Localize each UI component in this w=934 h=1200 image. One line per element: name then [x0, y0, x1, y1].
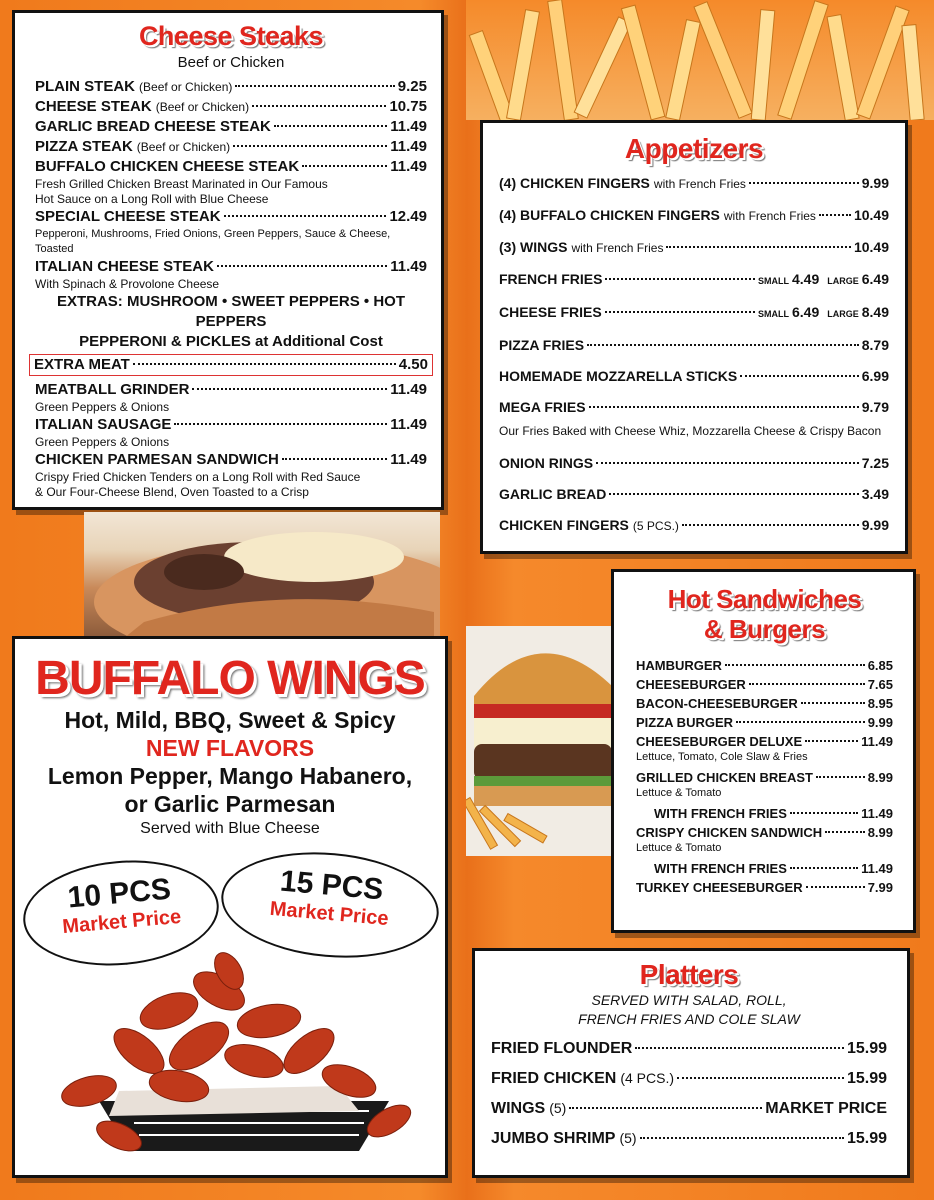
menu-item: PIZZA FRIES 8.79: [499, 337, 889, 353]
menu-item: WINGS (5) MARKET PRICE: [491, 1100, 887, 1117]
menu-item: GARLIC BREAD CHEESE STEAK 11.49: [35, 118, 427, 135]
cheese-steaks-subtitle: Beef or Chicken: [177, 54, 285, 71]
cheese-steaks-panel: [12, 10, 444, 510]
menu-item: WITH FRENCH FRIES 11.49: [654, 861, 893, 876]
item-description: With Spinach & Provolone Cheese: [35, 277, 220, 291]
extras-line: EXTRAS: MUSHROOM • SWEET PEPPERS • HOT PEPPERS: [56, 293, 406, 330]
menu-item: CHEESE FRIES SMALL 6.49 LARGE 8.49: [499, 304, 889, 320]
menu-item: WITH FRENCH FRIES 11.49: [654, 806, 893, 821]
item-description: Green Peppers & Onions: [35, 435, 170, 449]
menu-item: (4) BUFFALO CHICKEN FINGERS with French Fries 10.49: [499, 207, 889, 223]
mega-fries-description: Our Fries Baked with Cheese Whiz, Mozzarella Cheese & Crispy Bacon: [499, 424, 882, 438]
menu-item: CHEESEBURGER DELUXE 11.49: [636, 734, 893, 749]
menu-item: (4) CHICKEN FINGERS with French Fries 9.99: [499, 175, 889, 191]
platters-served-line: SERVED WITH SALAD, ROLL,: [591, 992, 787, 1008]
french-fries-photo: [466, 0, 934, 120]
item-description: Pepperoni, Mushrooms, Fried Onions, Green Peppers, Sauce & Cheese, Toasted: [35, 228, 391, 255]
wing-flavors: Hot, Mild, BBQ, Sweet & Spicy: [64, 707, 396, 733]
menu-item: JUMBO SHRIMP (5) 15.99: [491, 1130, 887, 1147]
menu-item: ONION RINGS 7.25: [499, 455, 889, 471]
menu-item: CRISPY CHICKEN SANDWICH 8.99: [636, 825, 893, 840]
item-description: Lettuce & Tomato: [636, 842, 722, 854]
menu-item: CHICKEN FINGERS (5 PCS.) 9.99: [499, 517, 889, 533]
buffalo-wings-panel: [12, 636, 448, 1178]
menu-item: MEATBALL GRINDER 11.49: [35, 381, 427, 398]
menu-item: BACON-CHEESEBURGER 8.95: [636, 696, 893, 711]
menu-item: CHICKEN PARMESAN SANDWICH 11.49: [35, 451, 427, 468]
menu-item: HAMBURGER 6.85: [636, 658, 893, 673]
menu-item: CHEESEBURGER 7.65: [636, 677, 893, 692]
wings-10pcs-badge: 10 PCS Market Price: [19, 853, 223, 974]
buffalo-wings-title: BUFFALO WINGS: [35, 652, 425, 705]
burger-photo: [466, 626, 612, 856]
menu-item: TURKEY CHEESEBURGER 7.99: [636, 880, 893, 895]
new-flavors-label: NEW FLAVORS: [145, 735, 315, 761]
menu-item: FRIED FLOUNDER 15.99: [491, 1040, 887, 1057]
item-description: Green Peppers & Onions: [35, 400, 170, 414]
menu-item: BUFFALO CHICKEN CHEESE STEAK 11.49: [35, 158, 427, 175]
new-flavors-line: Lemon Pepper, Mango Habanero,: [47, 763, 413, 789]
menu-item: PLAIN STEAK (Beef or Chicken) 9.25: [35, 78, 427, 95]
hot-sandwiches-title: Hot Sandwiches: [667, 584, 862, 614]
served-with: Served with Blue Cheese: [140, 820, 320, 837]
item-description: Lettuce & Tomato: [636, 787, 722, 799]
appetizers-panel: [480, 120, 908, 554]
menu-item: ITALIAN SAUSAGE 11.49: [35, 416, 427, 433]
buffalo-wings-photo: [29, 951, 433, 1166]
menu-item: PIZZA STEAK (Beef or Chicken) 11.49: [35, 138, 427, 155]
platters-panel: [472, 948, 910, 1178]
menu-item: FRIED CHICKEN (4 PCS.) 15.99: [491, 1070, 887, 1087]
item-description: Hot Sauce on a Long Roll with Blue Cheese: [35, 192, 269, 206]
platters-served-line: FRENCH FRIES AND COLE SLAW: [578, 1011, 800, 1027]
extras-line: PEPPERONI & PICKLES at Additional Cost: [79, 333, 383, 350]
hot-sandwiches-panel: [611, 569, 916, 933]
menu-item: PIZZA BURGER 9.99: [636, 715, 893, 730]
hot-sandwiches-title-line2: & Burgers: [703, 614, 826, 644]
item-description: Crispy Fried Chicken Tenders on a Long Roll with Red Sauce: [35, 470, 361, 484]
menu-item: (3) WINGS with French Fries 10.49: [499, 239, 889, 255]
extra-meat-item: EXTRA MEAT 4.50: [29, 354, 433, 376]
menu-item: SPECIAL CHEESE STEAK 12.49: [35, 208, 427, 225]
menu-item: CHEESE STEAK (Beef or Chicken) 10.75: [35, 98, 427, 115]
wings-15pcs-badge: 15 PCS Market Price: [217, 844, 443, 967]
menu-item: HOMEMADE MOZZARELLA STICKS 6.99: [499, 368, 889, 384]
cheese-steaks-title: Cheese Steaks: [138, 21, 324, 51]
menu-item: GARLIC BREAD 3.49: [499, 486, 889, 502]
item-description: Lettuce, Tomato, Cole Slaw & Fries: [636, 751, 808, 763]
cheese-steak-photo: [84, 512, 440, 638]
menu-item: ITALIAN CHEESE STEAK 11.49: [35, 258, 427, 275]
platters-title: Platters: [639, 959, 739, 990]
appetizers-title: Appetizers: [624, 133, 764, 164]
item-description: & Our Four-Cheese Blend, Oven Toasted to a Crisp: [35, 485, 309, 499]
menu-item: MEGA FRIES 9.79: [499, 399, 889, 415]
item-description: Fresh Grilled Chicken Breast Marinated in Our Famous: [35, 177, 328, 191]
new-flavors-line: or Garlic Parmesan: [124, 791, 336, 817]
menu-item: FRENCH FRIES SMALL 4.49 LARGE 6.49: [499, 271, 889, 287]
menu-item: GRILLED CHICKEN BREAST 8.99: [636, 770, 893, 785]
